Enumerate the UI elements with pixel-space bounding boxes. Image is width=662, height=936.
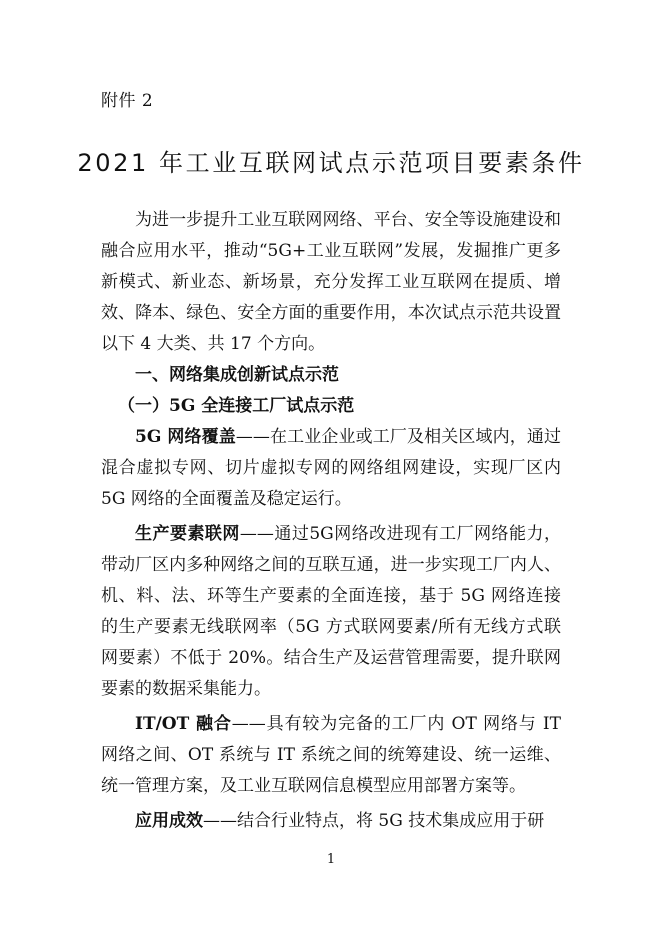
section-heading: 一、网络集成创新试点示范 — [135, 365, 339, 385]
item-text: ——具有较为完备的工厂内 OT 网络与 IT 网络之间、OT 系统与 IT 系统之间的统筹建设、统一运维、统一管理方案，及工业互联网信息模型应用部署方案等。 — [101, 714, 561, 796]
item-paragraph — [101, 422, 561, 515]
subsection-heading: （一）5G 全连接工厂试点示范 — [118, 396, 355, 416]
item-text: ——在工业企业或工厂及相关区域内，通过混合虚拟专网、切片虚拟专网的网络组网建设，实现厂区内 5G 网络的全面覆盖及稳定运行。 — [101, 427, 562, 509]
item-term: 生产要素联网 — [135, 524, 240, 544]
intro-paragraph: 为进一步提升工业互联网网络、平台、安全等设施建设和融合应用水平，推动“5G+工业互联网”发展，发掘推广更多新模式、新业态、新场景，充分发挥工业互联网在提质、增效、降本、绿色、安全方面的重要作用，本次试点示范共设置以下 4 大类、共 17 个方向。 — [101, 210, 561, 354]
page-number: 1 — [326, 852, 336, 867]
item-text: ——结合行业特点，将 5G 技术集成应用于研 — [203, 811, 545, 831]
document-title: 2021 年工业互联网试点示范项目要素条件 — [77, 149, 585, 177]
item-paragraph — [101, 519, 561, 705]
item-paragraph — [101, 709, 561, 802]
item-term: 应用成效 — [135, 811, 203, 831]
item-text: ——通过5G网络改进现有工厂网络能力，带动厂区内多种网络之间的互联互通，进一步实现工厂内人、机、料、法、环等生产要素的全面连接，基于 5G 网络连接的生产要素无线联网率（5G 方式联网要素/所有无线方式联网要素）不低于 20%。结合生产及运营管理需要，提升联网要素的数据采集能力。 — [101, 524, 561, 699]
document-body — [101, 205, 561, 837]
item-term: 5G 网络覆盖 — [135, 427, 236, 447]
item-term: IT/OT 融合 — [135, 714, 232, 734]
item-paragraph — [101, 806, 561, 837]
annex-label: 附件 2 — [101, 91, 154, 111]
